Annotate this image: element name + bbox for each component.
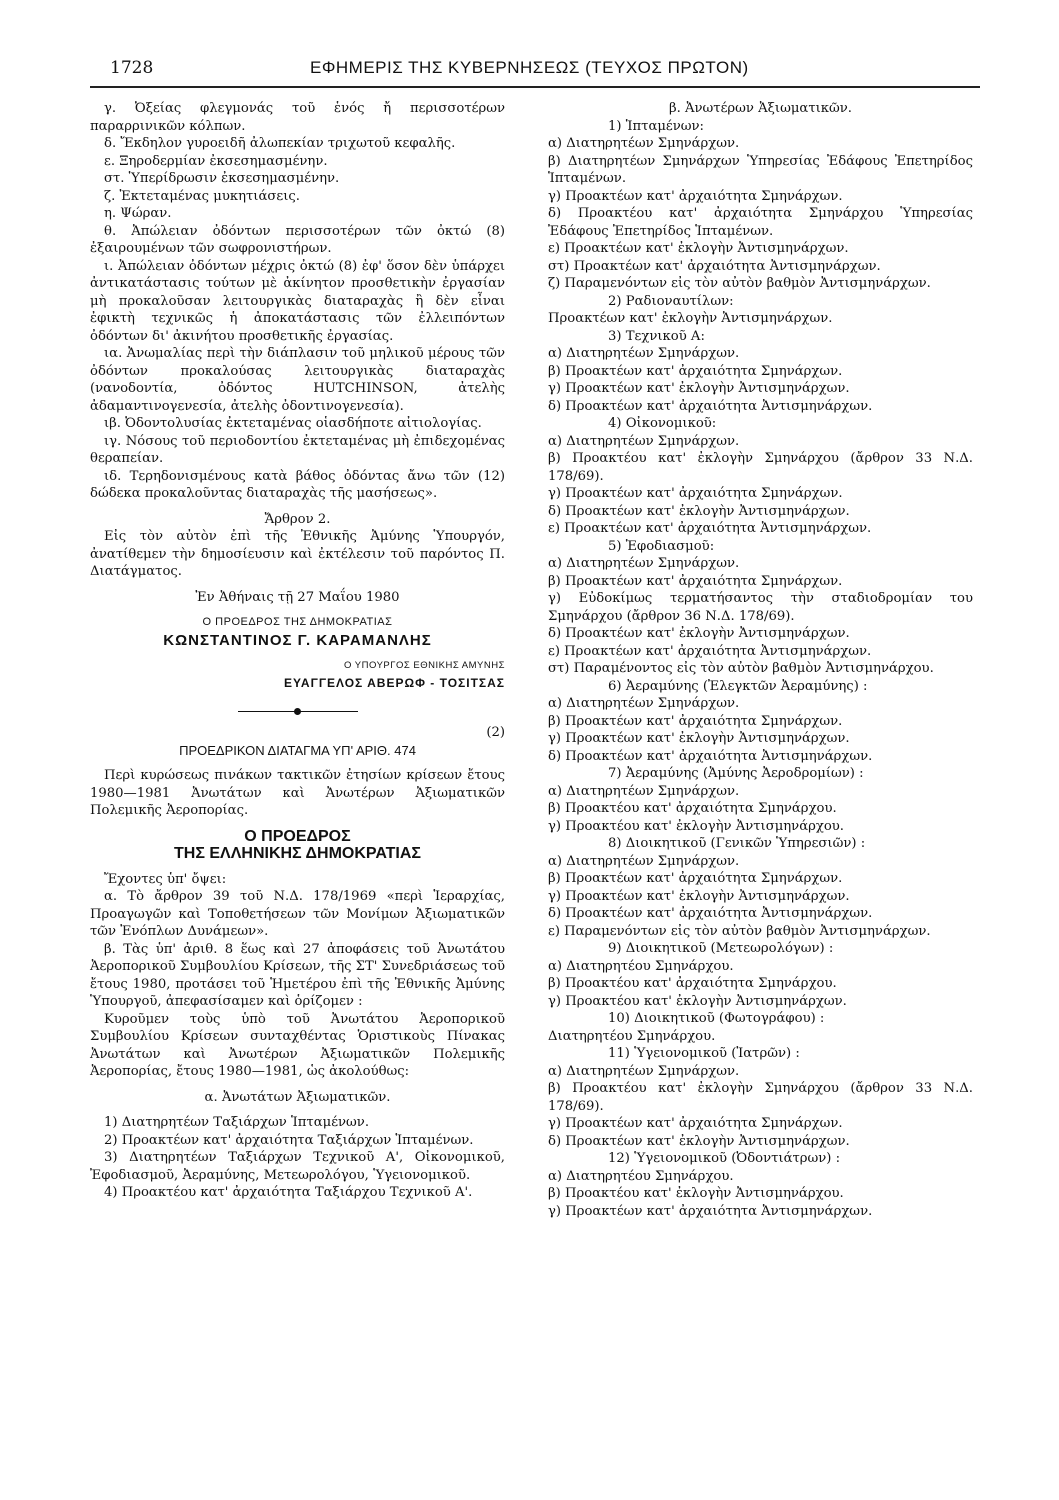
list-item: β) Προακτέων κατ' ἀρχαιότητα Σμηνάρχων. xyxy=(548,573,843,589)
subsection-heading: 1) Ἱπταμένων: xyxy=(608,118,704,134)
section-a-item: 1) Διατηρητέων Ταξιάρχων Ἱπταμένων. xyxy=(104,1115,370,1130)
article-text: Εἰς τὸν αὐτὸν ἐπὶ τῆς Ἐθνικῆς Ἀμύνης Ὑπουργόν, ἀνατίθεμεν τὴν δημοσίευσιν καὶ ἐκτέλεσιν τοῦ παρόντος Π. Διατάγματος. xyxy=(90,529,505,579)
president-name: ΚΩΝΣΤΑΝΤΙΝΟΣ Γ. ΚΑΡΑΜΑΝΛΗΣ xyxy=(163,631,432,649)
list-item: γ) Προακτέων κατ' ἐκλογὴν Ἀντισμηνάρχων. xyxy=(548,381,850,396)
minister-caption: Ο ΥΠΟΥΡΓΟΣ ΕΘΝΙΚΗΣ ΑΜΥΝΗΣ xyxy=(343,660,505,671)
list-item: δ) Προακτέων κατ' ἀρχαιότητα Ἀντισμηνάρχων. xyxy=(548,748,873,764)
subsection-heading: 2) Ραδιοναυτίλων: xyxy=(608,293,734,309)
minister-name: ΕΥΑΓΓΕΛΟΣ ΑΒΕΡΩΦ - ΤΟΣΙΤΣΑΣ xyxy=(284,675,505,690)
list-item: Διατηρητέου Σμηνάρχου. xyxy=(548,1028,716,1044)
list-item: δ) Προακτέου κατ' ἀρχαιότητα Σμηνάρχου Ὑπηρεσίας Ἐδάφους Ἐπετηρίδος Ἱπταμένων. xyxy=(548,206,973,239)
list-item: β) Διατηρητέων Σμηνάρχων Ὑπηρεσίας Ἐδάφους Ἐπετηρίδος Ἱπταμένων. xyxy=(548,153,973,186)
subsection-heading: 9) Διοικητικοῦ (Μετεωρολόγων) : xyxy=(608,941,834,956)
list-item: ε. Ξηροδερμίαν ἐκσεσημασμένην. xyxy=(104,153,328,169)
list-item: α) Διατηρητέων Σμηνάρχων. xyxy=(548,556,740,571)
list-item: στ) Προακτέων κατ' ἀρχαιότητα Ἀντισμηνάρχων. xyxy=(548,258,881,274)
list-item: ε) Προακτέων κατ' ἀρχαιότητα Ἀντισμηνάρχων. xyxy=(548,643,872,659)
list-item: γ) Προακτέου κατ' ἐκλογὴν Ἀντισμηνάρχων. xyxy=(548,993,847,1009)
page-header xyxy=(90,58,970,84)
list-item: ζ. Ἐκτεταμένας μυκητιάσεις. xyxy=(104,188,300,204)
paragraph-c: Κυροῦμεν τοὺς ὑπὸ τοῦ Ἀνωτάτου Ἀεροπορικοῦ Συμβουλίου Κρίσεων συνταχθέντας Ὁριστικοὺς Πίνακας Ἀνωτάτων καὶ Ἀνωτέρων Ἀξιωματικῶν Πολεμικῆς Ἀεροπορίας, ἔτους 1980—1981, ὡς ἀκολούθως: xyxy=(90,1011,505,1079)
list-item: δ) Προακτέων κατ' ἐκλογὴν Ἀντισμηνάρχων. xyxy=(548,1133,850,1149)
list-item: β) Προακτέου κατ' ἐκλογὴν Ἀντισμηνάρχου. xyxy=(548,1186,844,1201)
list-item: α) Διατηρητέων Σμηνάρχων. xyxy=(548,783,740,799)
list-item: ι. Ἀπώλειαν ὀδόντων μέχρις ὀκτώ (8) ἐφ' ὅσον δὲν ὑπάρχει ἀντικατάστασις τούτων μὲ ἀκίνητον προσθετικὴν ἐργασίαν μὴ προκαλοῦσαν λειτουργικὰς διαταραχὰς ἢ δὲν εἶναι ἐφικτὴ τεχνικῶς ἡ ἀποκατάστασις τῶν ἐλλειπόντων ὀδόντων δι' ἀκινήτου προσθετικῆς ἐργασίας. xyxy=(90,258,505,344)
list-item: η. Ψώραν. xyxy=(104,206,172,221)
list-item: δ) Προακτέων κατ' ἀρχαιότητα Ἀντισμηνάρχων. xyxy=(548,398,873,414)
list-item: β) Προακτέων κατ' ἀρχαιότητα Σμηνάρχων. xyxy=(548,363,843,379)
paragraph-a: α. Τὸ ἄρθρον 39 τοῦ Ν.Δ. 178/1969 «περὶ Ἱεραρχίας, Προαγωγῶν καὶ Τοποθετήσεων τῶν Μονίμων Ἀξιωματικῶν τῶν Ἐνόπλων Δυνάμεων». xyxy=(90,889,505,939)
subsection-heading: 7) Ἀεραμύνης (Ἀμύνης Ἀεροδρομίων) : xyxy=(608,766,864,781)
list-item: ια. Ἀνωμαλίας περὶ τὴν διάπλασιν τοῦ μηλικοῦ μέρους τῶν ὀδόντων προκαλούσας λειτουργικὰς διαταραχὰς (νανοδοντία, ὀδόντος HUTCHINSON, ἀτελὴς ἀδαμαντινογενεσία, ἀτελὴς ὀδοντινογενεσία). xyxy=(90,346,505,414)
heading-republic: ΤΗΣ ΕΛΛΗΝΙΚΗΣ ΔΗΜΟΚΡΑΤΙΑΣ xyxy=(174,845,421,862)
list-item: δ) Προακτέων κατ' ἀρχαιότητα Ἀντισμηνάρχων. xyxy=(548,906,873,921)
paragraph-b: β. Τὰς ὑπ' ἀριθ. 8 ἕως καὶ 27 ἀποφάσεις τοῦ Ἀνωτάτου Ἀεροπορικοῦ Συμβουλίου Κρίσεων, τῆς ΣΤ' Συνεδριάσεως τοῦ ἔτους 1980, προτάσει τοῦ Ἡμετέρου ἐπὶ τῆς Ἐθνικῆς Ἀμύνης Ὑπουργοῦ, ἀπεφασίσαμεν καὶ ὁρίζομεν : xyxy=(90,941,505,1009)
list-item: στ. Ὑπερίδρωσιν ἐκσεσημασμένην. xyxy=(104,171,340,186)
list-item: δ) Προακτέων κατ' ἐκλογὴν Ἀντισμηνάρχων. xyxy=(548,626,850,641)
list-item: α) Διατηρητέων Σμηνάρχων. xyxy=(548,433,740,449)
list-item: γ) Προακτέων κατ' ἐκλογὴν Ἀντισμηνάρχων. xyxy=(548,731,850,746)
article-title: Ἄρθρον 2. xyxy=(264,511,331,527)
subsection-heading: 3) Τεχνικοῦ Α: xyxy=(608,328,705,344)
list-item: ε) Παραμενόντων εἰς τὸν αὐτὸν βαθμὸν Ἀντισμηνάρχων. xyxy=(548,923,931,939)
list-item: ε) Προακτέων κατ' ἐκλογὴν Ἀντισμηνάρχων. xyxy=(548,241,849,256)
list-item: θ. Ἀπώλειαν ὀδόντων περισσοτέρων τῶν ὀκτώ (8) ἐξαιρουμένων τῶν σωφρονιστήρων. xyxy=(90,223,505,256)
list-item: ε) Προακτέων κατ' ἀρχαιότητα Ἀντισμηνάρχων. xyxy=(548,521,872,536)
section-a-item: 2) Προακτέων κατ' ἀρχαιότητα Ταξιάρχων Ἱπταμένων. xyxy=(104,1132,474,1148)
section-b-title: β. Ἀνωτέρων Ἀξιωματικῶν. xyxy=(668,101,852,116)
list-item: β) Προακτέου κατ' ἀρχαιότητα Σμηνάρχου. xyxy=(548,801,837,816)
list-item: γ) Προακτέων κατ' ἀρχαιότητα Σμηνάρχων. xyxy=(548,486,843,501)
list-item: β) Προακτέων κατ' ἀρχαιότητα Σμηνάρχων. xyxy=(548,713,843,729)
list-item: δ) Προακτέων κατ' ἐκλογὴν Ἀντισμηνάρχων. xyxy=(548,503,850,519)
divider xyxy=(238,706,358,718)
list-item: α) Διατηρητέου Σμηνάρχου. xyxy=(548,958,734,974)
list-item: β) Προακτέου κατ' ἐκλογὴν Σμηνάρχου (ἄρθρον 33 Ν.Δ. 178/69). xyxy=(548,1081,973,1114)
list-item: ζ) Παραμενόντων εἰς τὸν αὐτὸν βαθμὸν Ἀντισμηνάρχων. xyxy=(548,276,931,291)
list-item: γ) Προακτέων κατ' ἐκλογὴν Ἀντισμηνάρχων. xyxy=(548,888,850,904)
subsection-heading: 4) Οἰκονομικοῦ: xyxy=(608,416,717,431)
subsection-heading: 6) Ἀεραμύνης (Ἐλεγκτῶν Ἀεραμύνης) : xyxy=(608,678,868,694)
subsection-heading: 12) Ὑγειονομικοῦ (Ὀδοντιάτρων) : xyxy=(608,1151,841,1166)
document-number: (2) xyxy=(486,725,505,740)
subsection-heading: 8) Διοικητικοῦ (Γενικῶν Ὑπηρεσιῶν) : xyxy=(608,836,866,851)
list-item: α) Διατηρητέων Σμηνάρχων. xyxy=(548,1063,740,1079)
list-item: στ) Παραμένοντος εἰς τὸν αὐτὸν βαθμὸν Ἀντισμηνάρχου. xyxy=(548,661,934,676)
list-item: ιγ. Νόσους τοῦ περιοδοντίου ἐκτεταμένας μὴ ἐπιδεχομένας θεραπείαν. xyxy=(90,433,505,466)
list-item: β) Προακτέου κατ' ἀρχαιότητα Σμηνάρχου. xyxy=(548,976,837,991)
list-item: γ. Ὀξείας φλεγμονάς τοῦ ἑνός ἤ περισσοτέρων παραρρινικῶν κόλπων. xyxy=(90,101,505,134)
list-item: α) Διατηρητέων Σμηνάρχων. xyxy=(548,346,740,361)
list-item: ιδ. Τερηδονισμένους κατὰ βάθος ὀδόντας ἄνω τῶν (12) δώδεκα προκαλοῦντας διαταραχὰς τῆς μασήσεως». xyxy=(90,468,505,501)
list-item: γ) Προακτέων κατ' ἀρχαιότητα Ἀντισμηνάρχων. xyxy=(548,1203,873,1219)
left-column xyxy=(90,100,505,1202)
subsection-heading: 5) Ἐφοδιασμοῦ: xyxy=(608,538,715,554)
list-item: δ. Ἔκδηλον γυροειδῆ ἀλωπεκίαν τριχωτοῦ κεφαλῆς. xyxy=(104,136,456,151)
list-item: α) Διατηρητέων Σμηνάρχων. xyxy=(548,696,740,711)
list-item: β) Προακτέων κατ' ἀρχαιότητα Σμηνάρχων. xyxy=(548,871,843,886)
heading-president: Ο ΠΡΟΕΔΡΟΣ xyxy=(244,827,351,845)
section-a-item: 3) Διατηρητέων Ταξιάρχων Τεχνικοῦ Α', Οἰκονομικοῦ, Ἐφοδιασμοῦ, Ἀεραμύνης, Μετεωρολόγου, Ὑγειονομικοῦ. xyxy=(90,1150,505,1183)
list-item: Προακτέων κατ' ἐκλογὴν Ἀντισμηνάρχων. xyxy=(548,311,833,326)
list-item: γ) Προακτέου κατ' ἐκλογὴν Ἀντισμηνάρχου. xyxy=(548,818,844,834)
list-item: α) Διατηρητέων Σμηνάρχων. xyxy=(548,853,740,869)
subsection-heading: 11) Ὑγειονομικοῦ (Ἰατρῶν) : xyxy=(608,1046,800,1061)
decree-subject: Περὶ κυρώσεως πινάκων τακτικῶν ἐτησίων κρίσεων ἔτους 1980—1981 Ἀνωτάτων καὶ Ἀνωτέρων Ἀξιωματικῶν Πολεμικῆς Ἀεροπορίας. xyxy=(90,768,505,818)
date-line: Ἐν Ἀθήναις τῇ 27 Μαΐου 1980 xyxy=(195,589,400,605)
list-item: γ) Προακτέων κατ' ἀρχαιότητα Σμηνάρχων. xyxy=(548,188,843,204)
list-item: β) Προακτέου κατ' ἐκλογὴν Σμηνάρχου (ἄρθρον 33 Ν.Δ. 178/69). xyxy=(548,451,973,484)
president-caption: Ο ΠΡΟΕΔΡΟΣ ΤΗΣ ΔΗΜΟΚΡΑΤΙΑΣ xyxy=(202,616,393,628)
section-a-title: α. Ἀνωτάτων Ἀξιωματικῶν. xyxy=(204,1089,391,1105)
list-item: γ) Προακτέων κατ' ἀρχαιότητα Σμηνάρχων. xyxy=(548,1116,843,1131)
section-a-item: 4) Προακτέου κατ' ἀρχαιότητα Ταξιάρχου Τεχνικοῦ Α'. xyxy=(104,1185,473,1200)
page-number: 1728 xyxy=(110,58,154,78)
list-item: α) Διατηρητέων Σμηνάρχων. xyxy=(548,136,740,151)
subsection-heading: 10) Διοικητικοῦ (Φωτογράφου) : xyxy=(608,1011,825,1026)
list-item: ιβ. Ὀδοντολυσίας ἐκτεταμένας οἱασδήποτε αἰτιολογίας. xyxy=(104,416,482,431)
running-title: ΕΦΗΜΕΡΙΣ ΤΗΣ ΚΥΒΕΡΝΗΣΕΩΣ (ΤΕΥΧΟΣ ΠΡΩΤΟΝ) xyxy=(310,58,749,77)
header-rule xyxy=(90,86,980,88)
list-item: α) Διατηρητέου Σμηνάρχου. xyxy=(548,1168,734,1184)
list-item: γ) Εὐδοκίμως τερματήσαντος τὴν σταδιοδρομίαν του Σμηνάρχου (ἄρθρον 36 Ν.Δ. 178/69). xyxy=(548,591,973,624)
having-regard: Ἔχοντες ὑπ' ὄψει: xyxy=(104,871,227,887)
decree-title: ΠΡΟΕΔΡΙΚΟΝ ΔΙΑΤΑΓΜΑ ΥΠ' ΑΡΙΘ. 474 xyxy=(179,742,416,758)
right-column xyxy=(548,100,973,1220)
